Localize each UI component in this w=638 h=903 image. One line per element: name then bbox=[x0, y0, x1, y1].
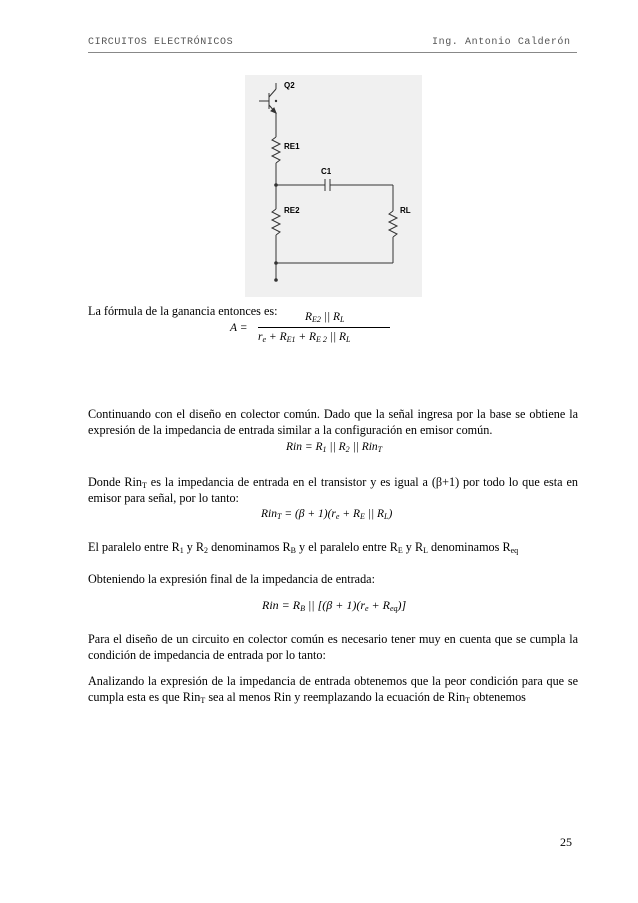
label-re2: RE2 bbox=[284, 206, 300, 215]
paragraph-rint: Donde Rin$_T$ es la impedancia de entrada en el transistor y es igual a (β+1) por todo lo que esta en emisor para señal, por lo tanto: bbox=[88, 475, 578, 505]
formula-rint: $Rin_T = (\beta + 1)(r_e + R_E$ || $R_L$) bbox=[261, 508, 393, 521]
circuit-diagram bbox=[245, 75, 422, 297]
formula-gain-lhs: A = bbox=[230, 322, 248, 334]
paragraph-condicion: Para el diseño de un circuito en colector común es necesario tener muy en cuenta que se cumpla la condición de impedancia de entrada por lo tanto: bbox=[88, 632, 578, 662]
label-c1: C1 bbox=[321, 167, 332, 176]
formula-gain-numerator: $R_{E2}$ || $R_L$ bbox=[305, 311, 345, 324]
paragraph-expresion-final: Obteniendo la expresión final de la impedancia de entrada: bbox=[88, 572, 375, 586]
paragraph-analizando: Analizando la expresión de la impedancia de entrada obtenemos que la peor condición para que se cumpla esta es que Rin$_T$ sea al menos Rin y reemplazando la ecuación de Rin$_T$ obtenemos bbox=[88, 674, 578, 705]
formula-gain-denominator: $r_e + R_{E1} + R_{E 2}$ || $R_L$ bbox=[258, 331, 351, 344]
header-left: CIRCUITOS ELECTRÓNICOS bbox=[88, 37, 234, 48]
formula-rin-final: Rin = $R_B$ || $[(\beta + 1)(r_e + R_{eq})]$ bbox=[262, 598, 407, 613]
circuit-schematic bbox=[245, 75, 422, 297]
fraction-bar bbox=[258, 327, 390, 328]
paragraph-paralelo: El paralelo entre $R_1$ y $R_2$ denominamos $R_B$ y el paralelo entre $R_E$ y $R_L$ denominamos $R_{eq}$ bbox=[88, 540, 519, 555]
formula-rin: Rin = $R_1$ || $R_2$ || Rin$_T$ bbox=[286, 441, 383, 454]
paragraph-gain-intro: La fórmula de la ganancia entonces es: bbox=[88, 304, 278, 318]
paragraph-colector-comun: Continuando con el diseño en colector común. Dado que la señal ingresa por la base se obtiene la expresión de la impedancia de entrada similar a la configuración en emisor común. bbox=[88, 407, 578, 437]
label-rl: RL bbox=[400, 206, 411, 215]
page-number: 25 bbox=[560, 835, 572, 849]
header-rule bbox=[88, 52, 577, 53]
label-re1: RE1 bbox=[284, 142, 300, 151]
header-right: Ing. Antonio Calderón bbox=[432, 37, 571, 48]
label-q2: Q2 bbox=[284, 81, 295, 90]
